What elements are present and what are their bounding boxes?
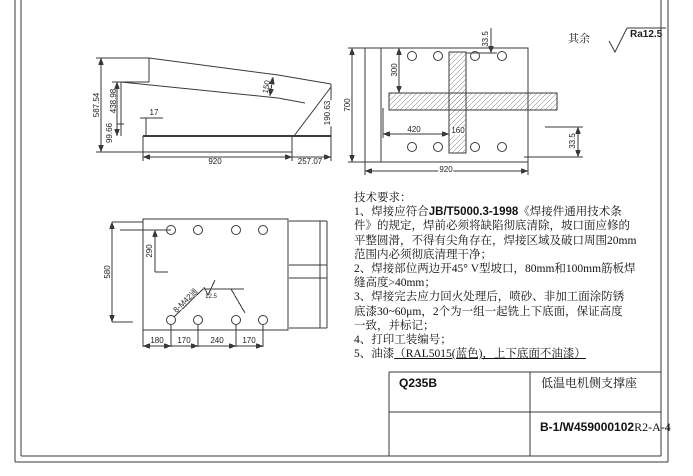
material-grade: Q235B <box>399 376 438 390</box>
drawing-number-suffix: R2-A-4 <box>634 420 671 434</box>
dim-plan-rib-left: 420 <box>407 125 421 134</box>
dim-bottom-sp4: 170 <box>242 336 256 345</box>
dim-plan-rib-width: 160 <box>451 126 465 135</box>
dim-side-base-length: 920 <box>208 157 222 166</box>
holes-note-label: 8-M42通 <box>171 286 200 315</box>
dim-side-height-low: 99.66 <box>105 122 114 144</box>
tech-item-3: 3、焊接完去应力回火处理后，喷砂、非加工面涂防锈 <box>354 291 625 304</box>
tech-item-4: 4、打印工装编号； <box>354 333 452 346</box>
tech-line: 件》的规定，焊前必须将缺陷彻底清除，坡口面应修的 <box>354 220 630 233</box>
dim-bottom-sp3: 240 <box>210 336 224 345</box>
leader-roughness-value: 12.5 <box>205 294 217 300</box>
drawing-number <box>540 420 671 435</box>
dim-bottom-sp2: 170 <box>177 336 191 345</box>
dim-plan-offset-right: 33.5 <box>568 133 577 149</box>
dim-side-slant-thickness: 150 <box>260 79 273 95</box>
dim-plan-offset-top: 33.5 <box>481 31 490 47</box>
tech-item-5-pre: 5、油漆 <box>354 348 395 361</box>
dim-side-height-mid: 438.98 <box>109 88 118 114</box>
dim-side-plate-offset: 17 <box>149 108 159 117</box>
tech-item-1 <box>354 203 656 217</box>
tech-item-2: 2、焊接部位两边开45° V型坡口，80mm和100mm筋板焊 <box>354 262 636 275</box>
dim-plan-rib-top: 300 <box>390 63 399 77</box>
dim-bottom-sp1: 180 <box>150 336 164 345</box>
tech-line: 缝高度>40mm； <box>354 277 436 290</box>
tech-item-1-standard: JB/T5000.3-1998 <box>428 206 519 219</box>
tech-item-1-post: 《焊接件通用技术条 <box>518 206 622 219</box>
surface-note-label: 其余 <box>568 33 590 45</box>
tech-title: 技术要求： <box>354 192 412 204</box>
tech-line: 平整圆滑，不得有尖角存在，焊接区域及破口周围20mm <box>354 234 637 247</box>
technical-requirements <box>354 189 656 359</box>
tech-item-1-pre: 1、焊接应符合 <box>354 206 429 219</box>
dim-plan-length: 920 <box>439 165 453 174</box>
bottom-view-outline <box>143 219 327 330</box>
dim-side-right-height: 190.63 <box>323 100 332 126</box>
tech-item-5-paint-spec: （RAL5015(蓝色)，上下底面不油漆） <box>394 348 586 361</box>
side-view-outline <box>121 58 331 152</box>
dim-plan-width: 700 <box>343 98 352 112</box>
dim-bottom-height: 580 <box>103 265 112 279</box>
tech-line: 一致，并标记； <box>354 319 435 332</box>
general-surface-note <box>568 29 663 46</box>
surface-roughness-value: Ra12.5 <box>630 29 663 40</box>
dim-side-height-total: 587.54 <box>92 92 101 118</box>
tech-line: 底漆30~60μm，2个为一组一起铣上下底面，保证高度 <box>354 305 623 318</box>
dim-side-overhang: 257.07 <box>297 157 323 166</box>
bottom-view-dims <box>112 222 263 347</box>
tech-line: 范围内必须彻底清理干净； <box>354 248 492 261</box>
side-view-dims <box>96 58 331 161</box>
dim-bottom-hole-offset: 290 <box>145 244 154 258</box>
tech-item-5 <box>354 345 656 359</box>
drawing-number-main: B-1/W459000102 <box>540 420 635 434</box>
part-name: 低温电机侧支撑座 <box>541 376 638 390</box>
